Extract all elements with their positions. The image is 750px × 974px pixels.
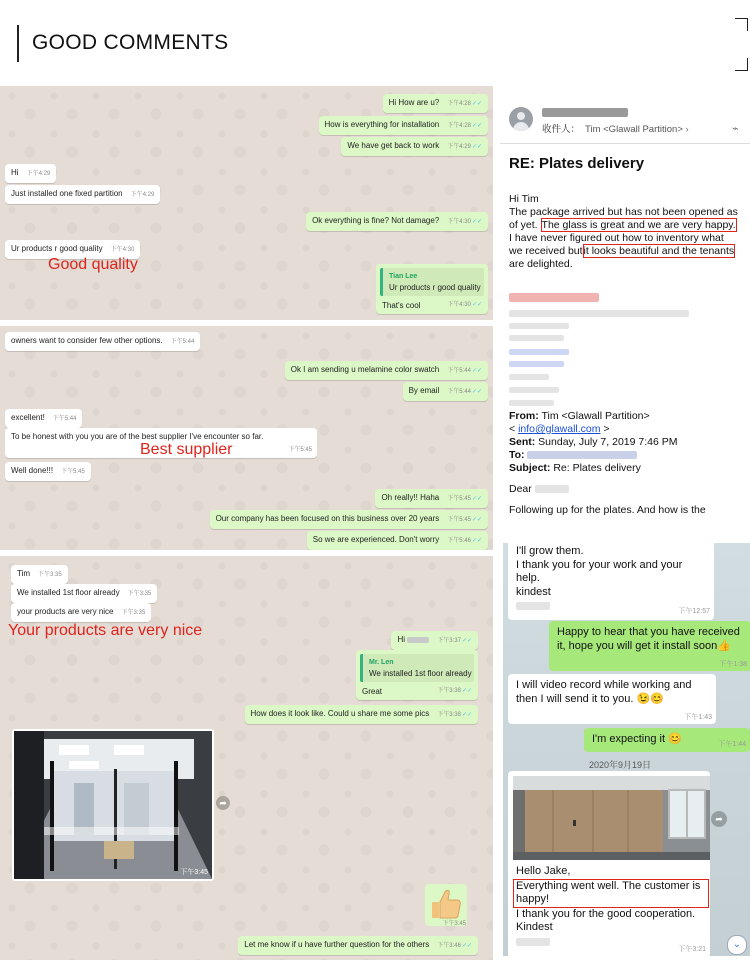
- title-accent-bar: [17, 25, 19, 62]
- corner-bottom-right: [735, 58, 748, 71]
- photo-timestamp: 下午3:45: [180, 869, 208, 876]
- forward-icon[interactable]: ➦: [711, 811, 727, 827]
- thumbs-up-sticker: [425, 884, 467, 926]
- chat-message-with-photo: Hello Jake, Everything went well. The customer is happy! I thank you for the good cooperation. Kindest 下午3:21: [508, 771, 710, 956]
- email-link[interactable]: info@glawall.com: [518, 423, 601, 435]
- scroll-down-button[interactable]: ⌄: [727, 935, 747, 955]
- date-divider: 2020年9月19日: [589, 760, 652, 770]
- chat-message: Tim 下午3:35: [11, 565, 68, 584]
- chat-message: Hi 下午3:37✓✓: [391, 631, 478, 650]
- highlight-looks-beautiful: it looks beautiful and the tenants: [583, 245, 735, 257]
- chat-message: your products are very nice 下午3:35: [11, 603, 151, 622]
- blurred-signature: [509, 291, 699, 408]
- annotation-good-quality: Good quality: [48, 256, 138, 273]
- attachment-icon[interactable]: ⌁: [732, 123, 739, 135]
- office-partition-photo[interactable]: [12, 729, 214, 881]
- chat-message: So we are experienced. Don't worry 下午5:46✓✓: [307, 531, 488, 550]
- email-screenshot: [500, 95, 750, 535]
- chat-message: excellent! 下午5:44: [5, 409, 82, 428]
- thumbs-up-emoji: 👍: [717, 639, 731, 652]
- sticker-timestamp: 下午3:45: [442, 921, 466, 927]
- forward-icon[interactable]: ➦: [216, 796, 230, 810]
- chat-message-reply: Mr. Len We installed 1st floor already Great 下午3:38✓✓: [356, 650, 478, 700]
- chat-message: Hi How are u? 下午4:28✓✓: [383, 94, 488, 113]
- office-photo-image: [14, 731, 212, 879]
- page-title: GOOD COMMENTS: [32, 31, 229, 54]
- email-quoted-header: From: Tim <Glawall Partition> < info@glawall.com > Sent: Sunday, July 7, 2019 7:46 PM To: Subject: Re: Plates delivery Dear Following up for the plates. And how is the: [509, 410, 706, 516]
- chat-message: Ok everything is fine? Not damage? 下午4:30✓✓: [306, 212, 488, 231]
- chat-message: By email 下午5:44✓✓: [403, 382, 488, 401]
- email-body: Hi Tim The package arrived but has not been opened as of yet. The glass is great and we are very happy. I have never figured out how to inventory what we received butit looks beautiful and the tenants are delighted.: [509, 193, 738, 270]
- chat-message: Ok I am sending u melamine color swatch 下午5:44✓✓: [285, 361, 488, 380]
- quoted-message: Mr. Len We installed 1st floor already: [360, 654, 474, 682]
- wechat-screenshot: [503, 543, 750, 956]
- chat-message: owners want to consider few other options. 下午5:44: [5, 332, 200, 351]
- chat-message: How does it look like. Could u share me some pics 下午3:38✓✓: [245, 705, 479, 724]
- chat-message: We have get back to work 下午4:29✓✓: [341, 137, 488, 156]
- recipient-line: 收件人： Tim <Glawall Partition> ›: [542, 124, 689, 135]
- chat-message: Oh really!! Haha 下午5:45✓✓: [375, 489, 488, 508]
- chat-message: Hi 下午4:29: [5, 164, 56, 183]
- highlight-customer-happy: Everything went well. The customer is happy!: [513, 879, 709, 908]
- chat-screenshot-1: [0, 86, 493, 320]
- email-subject: RE: Plates delivery: [509, 155, 645, 172]
- chat-screenshot-2: [0, 326, 493, 550]
- chat-message: To be honest with you you are of the best supplier I've encounter so far. 下午5:45: [5, 428, 317, 458]
- annotation-very-nice: Your products are very nice: [8, 622, 203, 639]
- chat-message: Well done!!! 下午5:45: [5, 462, 91, 481]
- chat-message: I'm expecting it 😊 下午1:44: [584, 728, 750, 752]
- chat-message: I will video record while working and then I will send it to you. 😉😊 下午1:43: [508, 674, 716, 724]
- chat-message-reply: Tian Lee Ur products r good quality That's cool 下午4:30✓✓: [376, 264, 488, 314]
- chat-message: I'll grow them. I thank you for your work and your help. kindest 下午12:57: [508, 543, 714, 620]
- quoted-message: Tian Lee Ur products r good quality: [380, 268, 484, 296]
- chat-message: Just installed one fixed partition 下午4:29: [5, 185, 160, 204]
- chat-screenshot-3: [0, 556, 493, 960]
- emoji: 😊: [668, 733, 682, 745]
- blurred-name: [407, 637, 429, 643]
- chat-message: We installed 1st floor already 下午3:35: [11, 584, 157, 603]
- highlight-glass-great: The glass is great and we are very happy.: [541, 219, 736, 231]
- blurred-sender-email: [542, 108, 628, 117]
- office-room-photo[interactable]: [513, 776, 710, 860]
- chat-message: Happy to hear that you have received it, hope you will get it install soon👍 下午1:38: [549, 621, 750, 671]
- sender-avatar: [509, 107, 533, 131]
- annotation-best-supplier: Best supplier: [140, 441, 233, 458]
- emoji: 😉😊: [636, 692, 664, 705]
- chat-message: Ur products r good quality 下午4:30: [5, 240, 140, 259]
- chat-message: Our company has been focused on this business over 20 years 下午5:45✓✓: [210, 510, 488, 529]
- chat-message: How is everything for installation 下午4:28✓✓: [319, 116, 488, 135]
- office-room-image: [513, 776, 710, 860]
- corner-top-right: [735, 18, 748, 31]
- chat-message: Let me know if u have further question for the others 下午3:46✓✓: [238, 936, 478, 955]
